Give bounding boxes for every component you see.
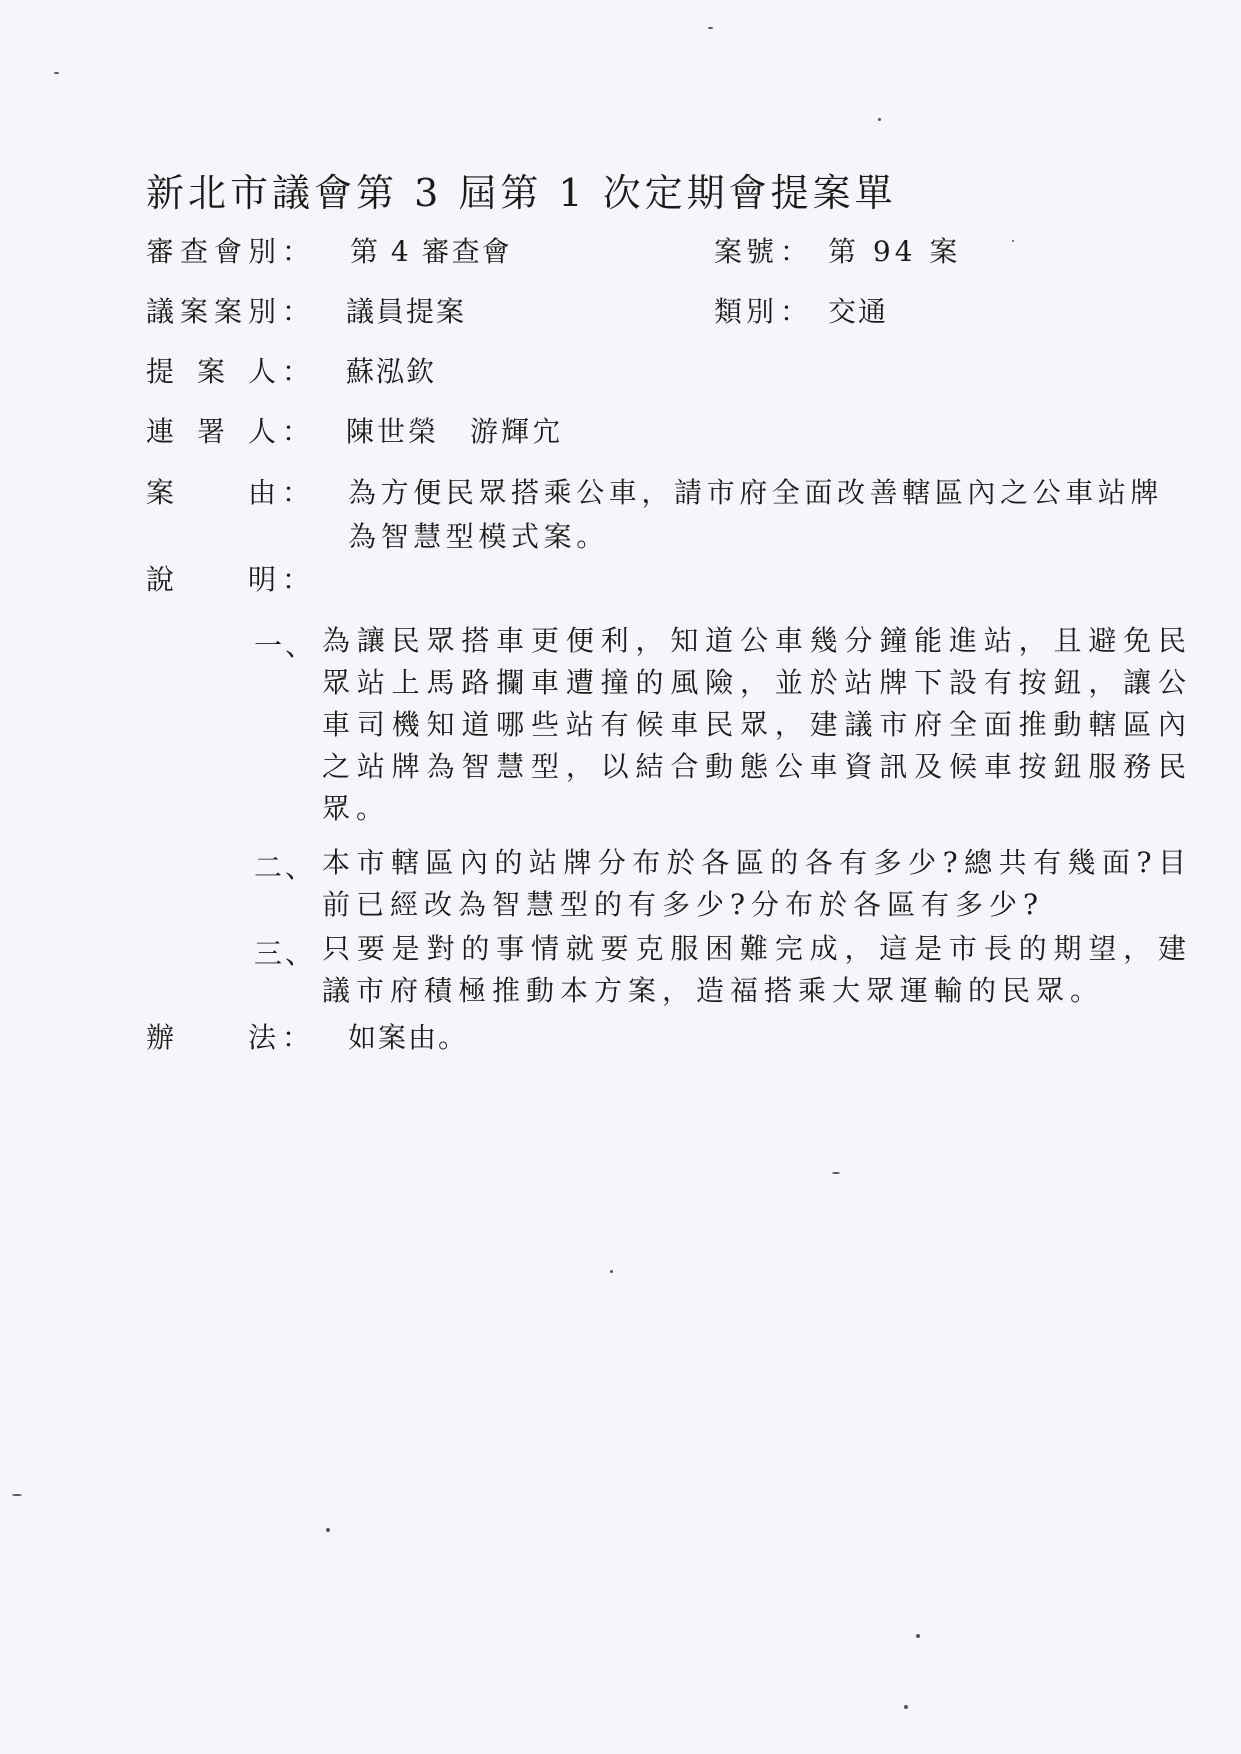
scan-speck — [326, 1528, 330, 1532]
proposal-type-colon: ： — [282, 295, 311, 328]
row-subject — [146, 473, 1196, 563]
row-proposal-type — [146, 292, 1146, 332]
item-2-text: 本市轄區內的站牌分布於各區的各有多少?總共有幾面?目前已經改為智慧型的有多少?分布於各區有多少? — [322, 846, 1192, 921]
row-committee — [146, 232, 1146, 272]
scan-speck — [1012, 240, 1014, 242]
case-no-value: 第 94 案 — [828, 235, 962, 268]
subject-colon: ： — [282, 476, 311, 509]
document-title: 新北市議會第 3 屆第 1 次定期會提案單 — [146, 171, 897, 215]
subject-line-1: 為方便民眾搭乘公車，請市府全面改善轄區內之公車站牌 — [348, 476, 1164, 509]
row-proposer — [146, 352, 1146, 392]
method-colon: ： — [282, 1021, 311, 1054]
category-colon: ： — [780, 295, 809, 328]
case-no-label: 案號 — [714, 235, 779, 268]
scan-speck — [916, 1634, 920, 1638]
row-explanation — [146, 560, 546, 600]
subject-line-2: 為智慧型模式案。 — [348, 520, 609, 553]
committee-label: 審查會別 — [146, 235, 283, 268]
item-3-number: 三、 — [254, 937, 317, 970]
proposal-type-value: 議員提案 — [346, 295, 467, 328]
row-method — [146, 1018, 746, 1058]
scan-speck — [12, 1494, 22, 1496]
explanation-label: 說 明 — [146, 563, 276, 596]
row-cosigners — [146, 412, 1146, 452]
scan-speck — [904, 1705, 908, 1709]
item-1-text: 為讓民眾搭車更便利，知道公車幾分鐘能進站，且避免民眾站上馬路攔車遭撞的風險，並於站牌下設有按鈕，讓公車司機知道哪些站有候車民眾，建議市府全面推動轄區內之站牌為智慧型，以結合動態公車資訊及候車按鈕服務民眾。 — [322, 624, 1192, 825]
scan-speck — [54, 72, 59, 74]
category-value: 交通 — [828, 295, 889, 328]
committee-value: 第 4 審查會 — [350, 235, 512, 268]
item-2-number: 二、 — [254, 851, 317, 884]
case-no-colon: ： — [780, 235, 809, 268]
proposal-type-label: 議案案別 — [146, 295, 283, 328]
proposer-label: 提 案 人 — [146, 355, 276, 388]
cosigners-value: 陳世榮 游輝宂 — [346, 415, 564, 448]
scan-speck — [708, 27, 713, 29]
cosigners-label: 連 署 人 — [146, 415, 276, 448]
cosigners-colon: ： — [282, 415, 311, 448]
scan-speck — [832, 1172, 840, 1174]
item-3-text: 只要是對的事情就要克服困難完成，這是市長的期望，建議市府積極推動本方案，造福搭乘大眾運輸的民眾。 — [322, 932, 1192, 1007]
scan-speck — [878, 118, 881, 121]
method-label: 辦 法 — [146, 1021, 276, 1054]
committee-colon: ： — [282, 235, 311, 268]
method-value: 如案由。 — [348, 1021, 469, 1054]
proposer-value: 蘇泓欽 — [346, 355, 437, 388]
subject-label: 案 由 — [146, 476, 276, 509]
scan-speck — [610, 1270, 613, 1273]
category-label: 類別 — [714, 295, 779, 328]
item-1-number: 一、 — [254, 629, 317, 662]
explanation-colon: ： — [282, 563, 311, 596]
proposer-colon: ： — [282, 355, 311, 388]
